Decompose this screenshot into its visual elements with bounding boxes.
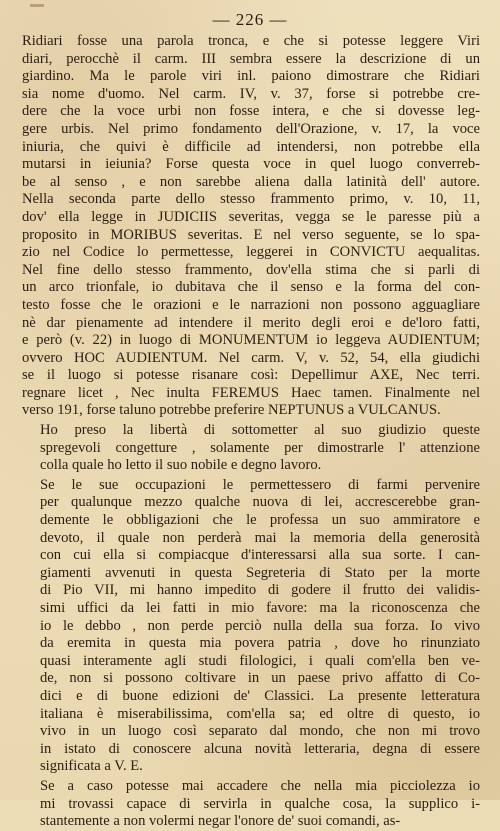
text-line: proposito in MORIBUS severitas. E nel verso seguente, se lo spa- xyxy=(22,226,480,243)
text-line: nè dar pienamente ad intendere il merito degli eroi e de'loro fatti, xyxy=(22,314,480,331)
paragraph xyxy=(22,422,480,475)
text-line: diari, perocchè il carm. III sembra essere la descrizione di un xyxy=(22,50,480,67)
text-line: Nella seconda parte dello stesso frammento primo, v. 10, 11, xyxy=(22,191,480,208)
text-line: e però (v. 22) in luogo di MONUMENTUM io leggeva AUDIENTUM; xyxy=(22,332,480,349)
text-line: be al senso , e non sarebbe aliena dalla latinità dell' autore. xyxy=(22,173,480,190)
page-body xyxy=(22,33,480,831)
text-line: dere che la voce urbi non fosse intera, e che si dovesse leg- xyxy=(22,103,480,120)
text-line: regnare licet , Nec inulta FEREMUS Haec tamen. Finalmente nel xyxy=(22,384,480,401)
text-line: dov' ella legge in JUDICIIS severitas, vegga se le paresse più a xyxy=(22,208,480,225)
text-line: simi uffici da lei fatti in mio favore: ma la riconoscenza che xyxy=(40,600,480,616)
text-line: se il luogo si potesse risanare così: Depellimur AXE, Nec terri. xyxy=(22,367,480,384)
text-line: italiana è miserabilissima, com'ella sa; ed oltre di questo, io xyxy=(40,705,480,722)
text-line: verso 191, forse taluno potrebbe preferire NEPTUNUS a VULCANUS. xyxy=(22,402,441,419)
text-line: per qualunque mezzo qualche nuova di lei, accrescerebbe gran- xyxy=(40,494,480,511)
text-line: significata a V. E. xyxy=(40,758,143,775)
page-number: — 226 — xyxy=(212,10,288,29)
text-line: iniuria, che quivi è difficile ad intendersi, non potrebbe ella xyxy=(22,138,480,155)
text-line: Nel fine dello stesso frammento, dov'ella stima che si parli di xyxy=(22,261,480,278)
text-line: zio nel Codice lo permettesse, leggerei in CONVICTU aequalitas. xyxy=(22,244,480,261)
text-line: vivo in un luogo così separato dal mondo, che non mi trovo xyxy=(40,723,480,740)
text-line: gere urbis. Nel primo fondamento dell'Orazione, v. 17, la voce xyxy=(22,120,480,137)
text-line: un arco trionfale, io dubitava che il senso e la forma del con- xyxy=(22,279,480,296)
text-line: stantemente a non volermi negar l'onore de' suoi comandi, as- xyxy=(40,813,401,830)
text-line: io le debbo , non perde perciò nulla della sua forza. Io vivo xyxy=(40,617,480,634)
paragraph xyxy=(22,33,480,420)
text-line: sia nome d'uomo. Nel carm. IV, v. 37, forse si potrebbe cre- xyxy=(22,85,480,102)
text-line: devoto, il quale non perderà mai la memoria della generosità xyxy=(40,529,480,546)
text-line: demente le obbligazioni che le professa un suo ammiratore e xyxy=(40,512,480,529)
text-line: spregevoli congetture , solamente per dimostrarle l' attenzione xyxy=(40,439,480,456)
text-line: dici e di buone edizioni de' Classici. La presente letteratura xyxy=(40,687,480,704)
page-smudge xyxy=(30,4,44,7)
text-line: de, non si possono coltivare in un paese privo affatto di Co- xyxy=(40,670,480,687)
text-line: giamenti avvenuti in questa Segreteria di Stato per la morte xyxy=(40,564,480,581)
text-line: mi trovassi capace di servirla in qualche cosa, la supplico i- xyxy=(40,795,480,812)
text-line: mutarsi in ieiunia? Forse questa voce in quel luogo converreb- xyxy=(22,156,480,173)
text-line: quasi interamente agli studi filologici, i quali com'ella ben ve- xyxy=(40,652,480,669)
text-line: Se a caso potesse mai accadere che nella mia picciolezza io xyxy=(40,777,480,794)
text-line: Se le sue occupazioni le permettessero di farmi pervenire xyxy=(40,476,480,493)
text-line: giardino. Ma le parole viri inl. paiono dimostrare che Ridiari xyxy=(22,68,480,85)
text-line: ovvero HOC AUDIENTUM. Nel carm. V, v. 52, 54, ella giudichi xyxy=(22,349,480,366)
text-line: testo fosse che le orazioni e le narrazioni non possono agguagliare xyxy=(22,296,480,313)
text-line: da eremita in questa mia povera patria , dove ho rinunziato xyxy=(40,635,480,652)
text-line: Ridiari fosse una parola tronca, e che si potesse leggere Viri xyxy=(22,33,480,49)
paragraph xyxy=(22,477,480,776)
text-line: colla quale ho letto il suo nobile e degno lavoro. xyxy=(40,457,322,474)
text-line: Ho preso la libertà di sottometter al suo giudizio queste xyxy=(40,422,480,439)
text-line: in istato di conoscere alcuna novità letteraria, degna di essere xyxy=(40,740,480,757)
text-line: di Pio VII, mi hanno impedito di godere il frutto dei validis- xyxy=(40,582,480,599)
paragraph xyxy=(22,778,480,831)
text-line: con cui ella si compiacque d'interessarsi alla sua sorte. I can- xyxy=(40,547,480,564)
